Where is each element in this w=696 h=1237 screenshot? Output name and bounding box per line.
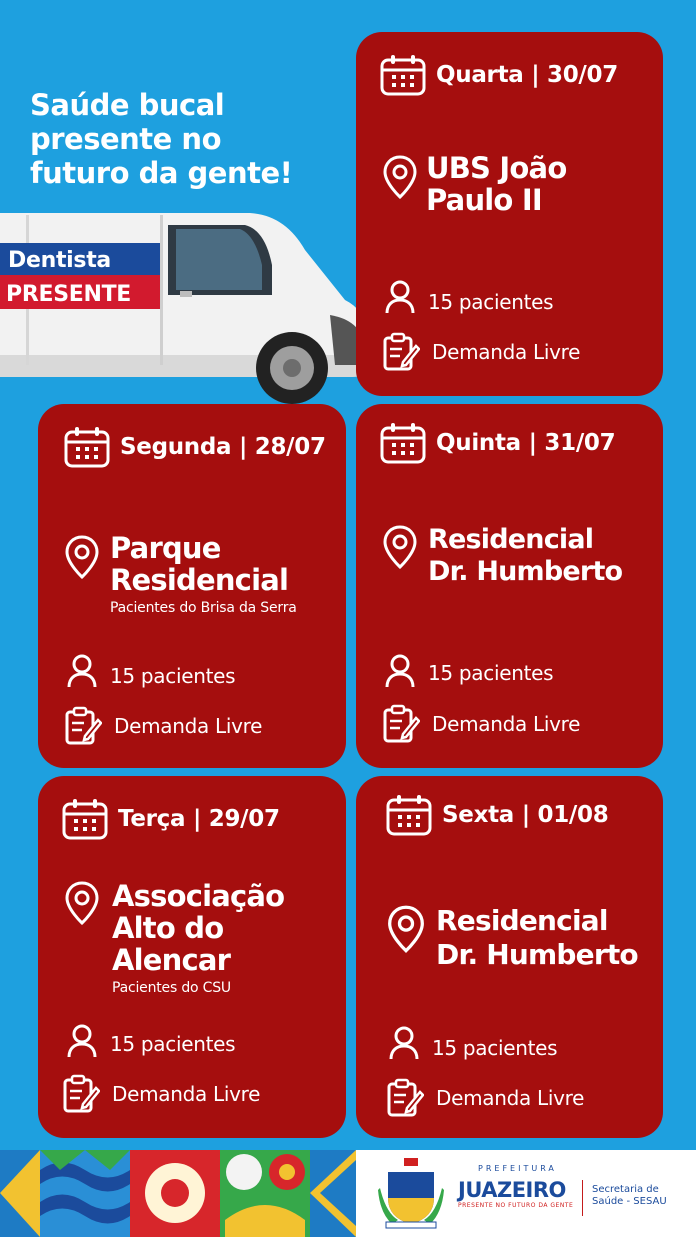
place-line: Alencar [112,943,231,977]
place-line: Residencial [428,524,594,555]
schedule-card-segunda [38,404,346,768]
clipboard-pencil-icon [382,704,420,744]
patient-count: 15 pacientes [432,1036,558,1060]
patient-count: 15 pacientes [428,290,554,314]
secretaria-label [592,1184,667,1208]
calendar-icon [62,798,108,840]
place-line: Residencial [110,563,289,597]
place-line: Dr. Humberto [436,938,638,971]
person-icon [384,280,416,314]
place-line: Parque [110,531,221,565]
demand-type: Demanda Livre [436,1086,585,1110]
place-line: UBS João [426,151,567,185]
person-icon [66,1024,98,1058]
demand-type: Demanda Livre [112,1082,261,1106]
calendar-icon [64,426,110,468]
card-place [436,904,638,972]
place-line: Residencial [436,904,608,937]
card-place [428,524,622,588]
secretaria-line: Secretaria de [592,1184,659,1195]
demand-type: Demanda Livre [114,714,263,738]
place-line: Dr. Humberto [428,556,623,587]
footer [0,1150,696,1237]
card-date: Quarta | 30/07 [436,62,618,88]
card-date: Quinta | 31/07 [436,430,616,456]
schedule-card-terca [38,776,346,1138]
clipboard-pencil-icon [62,1074,100,1114]
card-place [110,532,297,596]
prefeitura-label: PREFEITURA [478,1164,557,1173]
patient-count: 15 pacientes [428,661,554,685]
place-line: Paulo II [426,183,542,217]
schedule-card-quarta [356,32,663,396]
location-pin-icon [382,154,418,200]
calendar-icon [380,422,426,464]
location-pin-icon [64,534,100,580]
van-illustration [0,205,370,410]
city-slogan: PRESENTE NO FUTURO DA GENTE [458,1202,574,1209]
calendar-icon [380,54,426,96]
city-name: JUAZEIRO [458,1178,566,1202]
card-place [112,880,284,976]
card-date: Terça | 29/07 [118,806,280,832]
place-line: Alto do [112,911,224,945]
clipboard-pencil-icon [386,1078,424,1118]
card-subtitle: Pacientes do Brisa da Serra [110,600,297,616]
person-icon [388,1026,420,1060]
decorative-pattern [0,1150,356,1237]
schedule-card-quinta [356,404,663,768]
demand-type: Demanda Livre [432,340,581,364]
location-pin-icon [386,904,426,954]
place-line: Associação [112,879,285,913]
schedule-card-sexta [356,776,663,1138]
patient-count: 15 pacientes [110,1032,236,1056]
calendar-icon [386,794,432,836]
card-place [426,152,566,216]
patient-count: 15 pacientes [110,664,236,688]
location-pin-icon [382,524,418,570]
logo-divider [582,1180,583,1216]
headline-line: Saúde bucal [30,88,225,122]
van-label-top: Dentista [8,248,111,273]
secretaria-line: Saúde - SESAU [592,1196,667,1207]
person-icon [66,654,98,688]
location-pin-icon [64,880,100,926]
card-subtitle: Pacientes do CSU [112,980,231,996]
clipboard-pencil-icon [64,706,102,746]
demand-type: Demanda Livre [432,712,581,736]
headline-line: futuro da gente! [30,156,293,190]
card-date: Segunda | 28/07 [120,434,326,460]
headline [30,88,330,190]
person-icon [384,654,416,688]
city-coat-of-arms-icon [378,1158,444,1230]
van-label-bottom: PRESENTE [6,282,132,307]
headline-line: presente no [30,122,222,156]
card-date: Sexta | 01/08 [442,802,609,828]
clipboard-pencil-icon [382,332,420,372]
